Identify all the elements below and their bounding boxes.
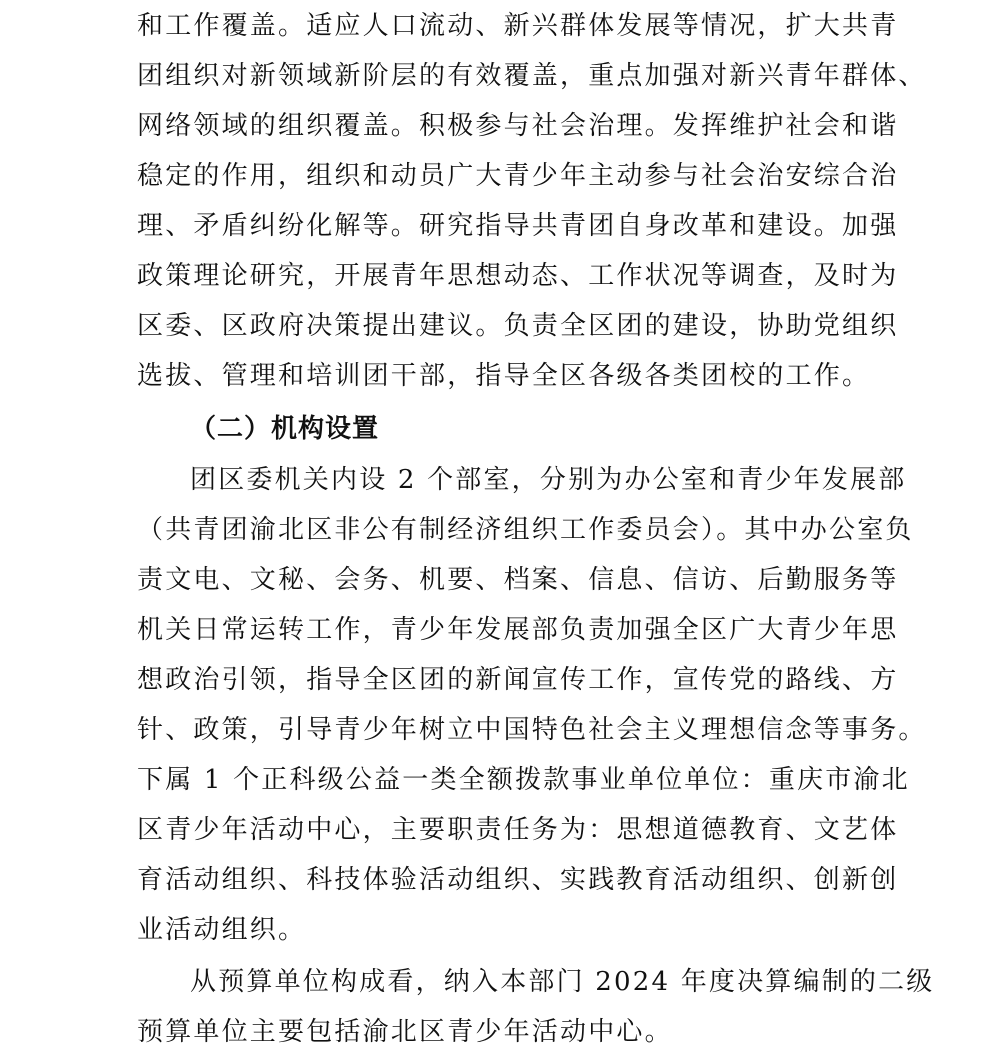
text-line-14: 想政治引领，指导全区团的新闻宣传工作，宣传党的路线、方 xyxy=(137,665,899,695)
text-line-16: 下属 1 个正科级公益一类全额拨款事业单位单位：重庆市渝北 xyxy=(137,765,910,795)
text-line-7: 区委、区政府决策提出建议。负责全区团的建设，协助党组织 xyxy=(137,311,899,341)
text-line-5: 理、矛盾纠纷化解等。研究指导共青团自身改革和建设。加强 xyxy=(137,211,899,241)
text-line-17: 区青少年活动中心，主要职责任务为：思想道德教育、文艺体 xyxy=(137,815,899,845)
text-line-13: 机关日常运转工作，青少年发展部负责加强全区广大青少年思 xyxy=(137,615,899,645)
text-line-11: （共青团渝北区非公有制经济组织工作委员会）。其中办公室负 xyxy=(137,515,914,545)
text-line-12: 责文电、文秘、会务、机要、档案、信息、信访、后勤服务等 xyxy=(137,565,899,595)
text-line-18: 育活动组织、科技体验活动组织、实践教育活动组织、创新创 xyxy=(137,865,899,895)
text-line-4: 稳定的作用，组织和动员广大青少年主动参与社会治安综合治 xyxy=(137,161,899,191)
section-heading: （二）机构设置 xyxy=(190,414,380,444)
text-line-6: 政策理论研究，开展青年思想动态、工作状况等调查，及时为 xyxy=(137,261,899,291)
text-line-10: 团区委机关内设 2 个部室，分别为办公室和青少年发展部 xyxy=(190,465,907,495)
text-line-2: 团组织对新领域新阶层的有效覆盖，重点加强对新兴青年群体、 xyxy=(137,61,927,91)
text-line-21: 预算单位主要包括渝北区青少年活动中心。 xyxy=(137,1017,673,1047)
text-line-19: 业活动组织。 xyxy=(137,915,307,945)
text-line-1: 和工作覆盖。适应人口流动、新兴群体发展等情况，扩大共青 xyxy=(137,11,899,41)
text-line-3: 网络领域的组织覆盖。积极参与社会治理。发挥维护社会和谐 xyxy=(137,111,899,141)
text-line-20: 从预算单位构成看，纳入本部门 2024 年度决算编制的二级 xyxy=(190,967,935,997)
text-line-8: 选拔、管理和培训团干部，指导全区各级各类团校的工作。 xyxy=(137,361,871,391)
text-line-15: 针、政策，引导青少年树立中国特色社会主义理想信念等事务。 xyxy=(137,715,927,745)
